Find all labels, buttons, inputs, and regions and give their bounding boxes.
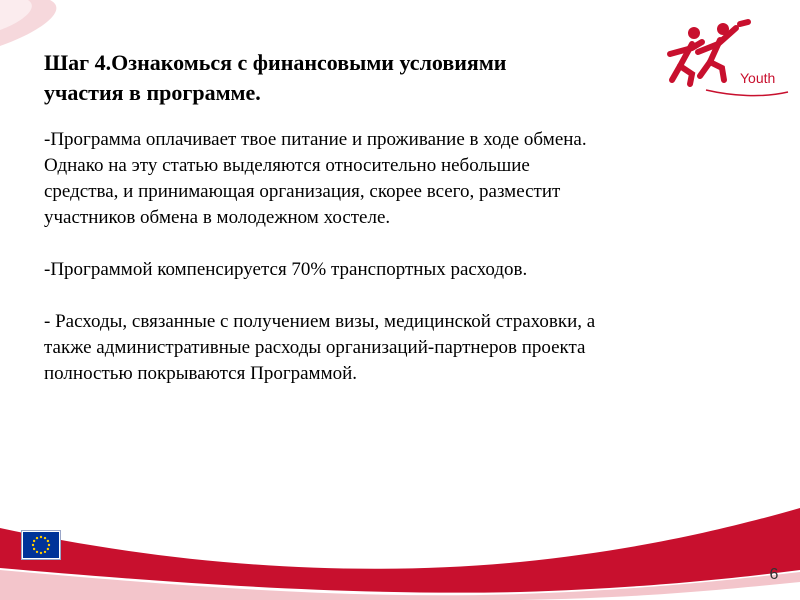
eu-flag (22, 531, 60, 559)
youth-logo (662, 14, 792, 104)
text-line: -Программой компенсируется 70% транспортных расходов. (44, 259, 528, 280)
logo-label: Youth (740, 70, 776, 86)
text-line: средства, и принимающая организация, скорее всего, разместит (44, 181, 561, 202)
paragraph-visa (44, 309, 724, 387)
slide-title (44, 48, 644, 108)
page-number: 6 (769, 566, 779, 583)
text-line: участников обмена в молодежном хостеле. (44, 207, 391, 228)
text-line: Однако на эту статью выделяются относительно небольшие (44, 155, 530, 176)
text-line: - Расходы, связанные с получением визы, медицинской страховки, а (44, 311, 596, 332)
text-line: -Программа оплачивает твое питание и проживание в ходе обмена. (44, 129, 587, 150)
eu-flag-icon (23, 532, 59, 558)
paragraph-transport (44, 257, 724, 283)
text-line: также административные расходы организаций-партнеров проекта (44, 337, 586, 358)
youth-logo-icon (662, 14, 792, 104)
slide-body (44, 127, 724, 413)
slide-title-line: участия в программе. (44, 80, 261, 105)
slide-title-line: Шаг 4.Ознакомься с финансовыми условиями (44, 50, 507, 75)
bottom-decorative-swoosh (0, 488, 800, 600)
text-line: полностью покрываются Программой. (44, 363, 358, 384)
paragraph-meals (44, 127, 724, 231)
